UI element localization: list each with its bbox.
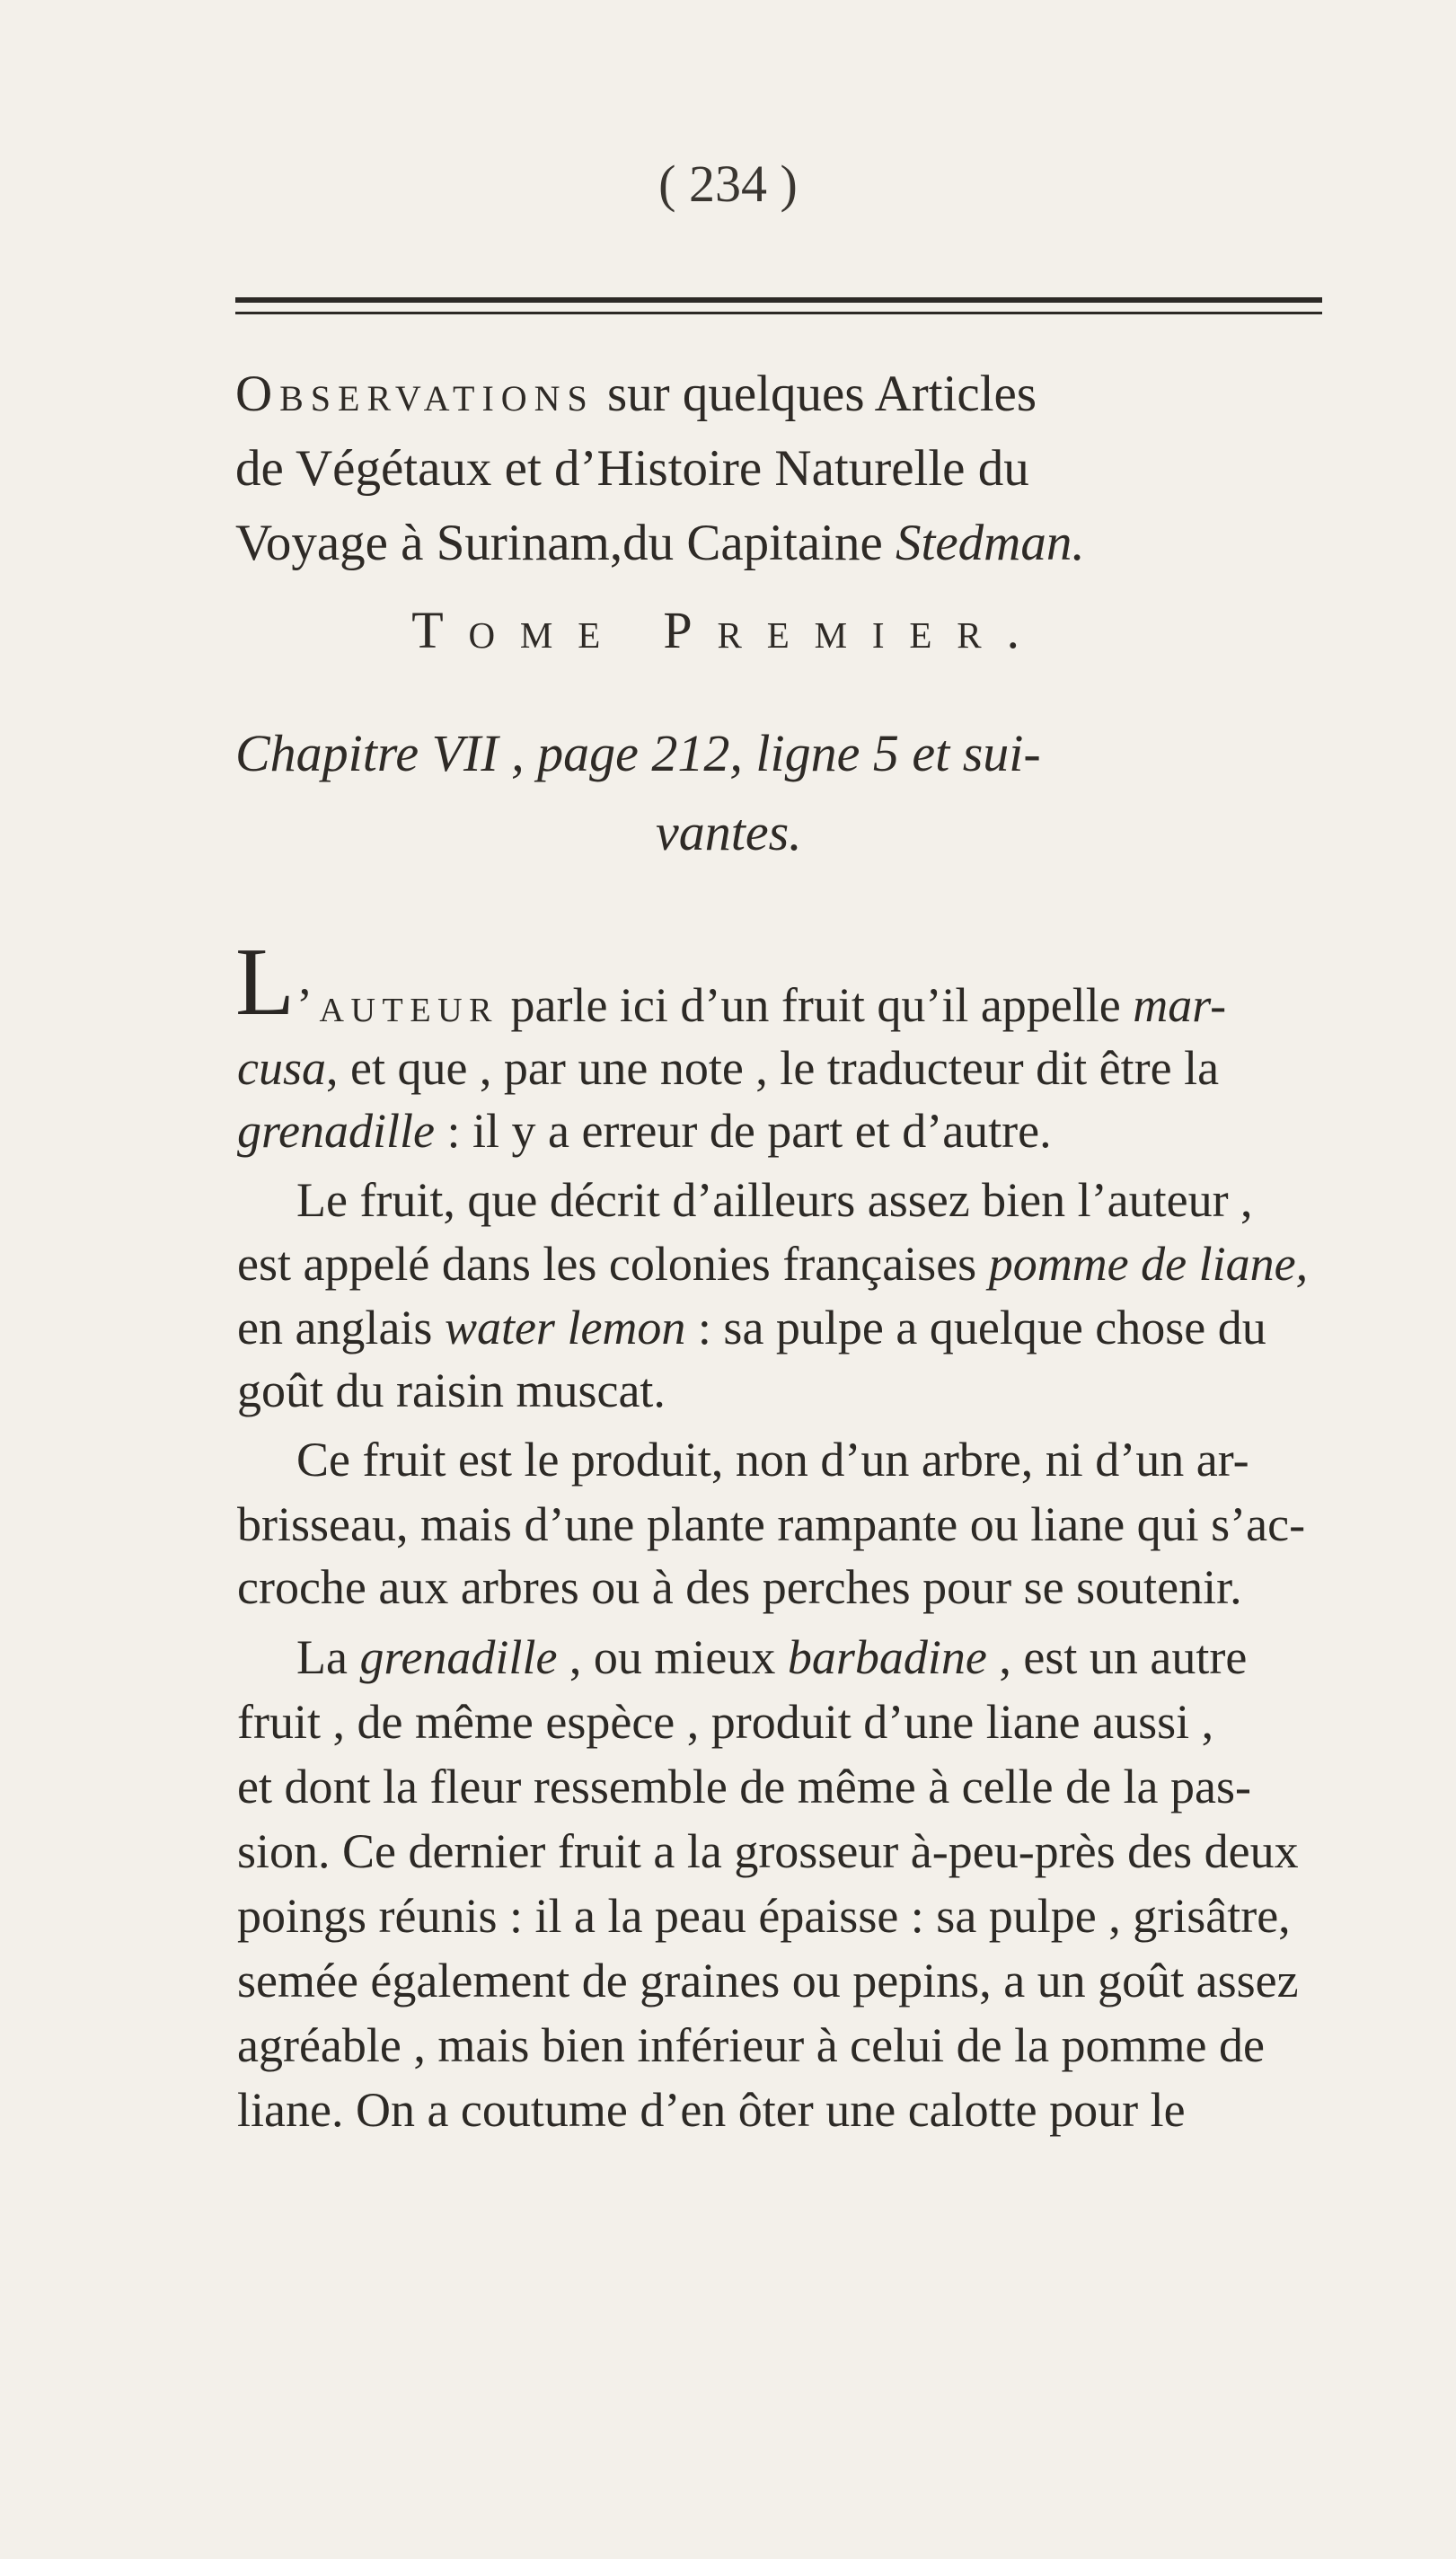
body-line-3-italic: grenadille <box>237 1104 435 1158</box>
body-line-1-text: parle ici d’un fruit qu’il appelle <box>499 978 1134 1032</box>
body-line-11-text-a: La <box>296 1630 360 1684</box>
body-line-2 <box>237 1041 1220 1095</box>
heading-line-1-rest: sur quelques Articles <box>594 366 1037 422</box>
page-number: ( 234 ) <box>658 154 798 213</box>
body-line-11 <box>296 1630 1248 1684</box>
body-line-10: croche aux arbres ou à des perches pour se soutenir. <box>237 1560 1242 1614</box>
body-line-11-italic-a: grenadille <box>359 1630 558 1684</box>
body-line-5 <box>237 1237 1309 1291</box>
body-line-11-text-c: , est un autre <box>986 1630 1248 1684</box>
heading-line-3-roman: Voyage à Surinam,du Capitaine <box>235 515 896 571</box>
body-line-12: fruit , de même espèce , produit d’une liane aussi , <box>237 1695 1214 1749</box>
body-line-2-text: , et que , par une note , le traducteur dit être la <box>325 1041 1220 1095</box>
body-line-6-text-b: : sa pulpe a quelque chose du <box>685 1301 1266 1355</box>
body-line-6 <box>237 1301 1266 1355</box>
body-line-11-italic-b: barbadine <box>787 1630 987 1684</box>
body-line-3-text: : il y a erreur de part et d’autre. <box>434 1104 1052 1158</box>
body-line-6-text-a: en anglais <box>237 1301 445 1355</box>
body-line-6-italic: water lemon <box>444 1301 686 1355</box>
body-line-13: et dont la fleur ressemble de même à celle de la pas- <box>237 1760 1251 1813</box>
body-line-7: goût du raisin muscat. <box>237 1363 666 1417</box>
body-line-1-italic: mar- <box>1133 978 1227 1032</box>
header-rule-thin <box>235 312 1322 314</box>
body-line-15: poings réunis : il a la peau épaisse : sa pulpe , grisâtre, <box>237 1889 1291 1943</box>
chapter-line-2: vantes. <box>656 803 802 861</box>
body-line-5-text: est appelé dans les colonies françaises <box>237 1237 989 1291</box>
heading-line-3 <box>235 513 1340 574</box>
heading-stedman: Stedman. <box>896 515 1085 571</box>
body-line-17: agréable , mais bien inférieur à celui de la pomme de <box>237 2018 1265 2072</box>
body-line-18: liane. On a coutume d’en ôter une calotte pour le <box>237 2083 1186 2137</box>
body-line-11-text-b: , ou mieux <box>557 1630 788 1684</box>
body-line-2-italic: cusa <box>237 1041 326 1095</box>
drop-cap: L <box>235 929 295 1036</box>
body-line-9: brisseau, mais d’une plante rampante ou liane qui s’ac- <box>237 1497 1306 1551</box>
body-line-3 <box>237 1104 1052 1158</box>
body-line-8: Ce fruit est le produit, non d’un arbre, ni d’un ar- <box>296 1433 1249 1487</box>
chapter-line-1: Chapitre VII , page 212, ligne 5 et sui- <box>235 724 1041 782</box>
body-line-16: semée également de graines ou pepins, a un goût assez <box>237 1954 1299 2007</box>
body-line-5-italic: pomme de liane, <box>988 1237 1309 1291</box>
body-auteur: ’auteur <box>296 978 499 1032</box>
body-line-4: Le fruit, que décrit d’ailleurs assez bien l’auteur , <box>296 1173 1253 1227</box>
tome-title: Tome Premier. <box>411 601 1045 659</box>
header-rule-thick <box>235 297 1322 303</box>
heading-line-1 <box>235 364 1340 425</box>
heading-line-2: de Végétaux et d’Histoire Naturelle du <box>235 440 1029 497</box>
body-line-1 <box>296 978 1227 1032</box>
body-line-14: sion. Ce dernier fruit a la grosseur à-peu-près des deux <box>237 1824 1299 1878</box>
heading-observations: Observations <box>235 366 595 422</box>
